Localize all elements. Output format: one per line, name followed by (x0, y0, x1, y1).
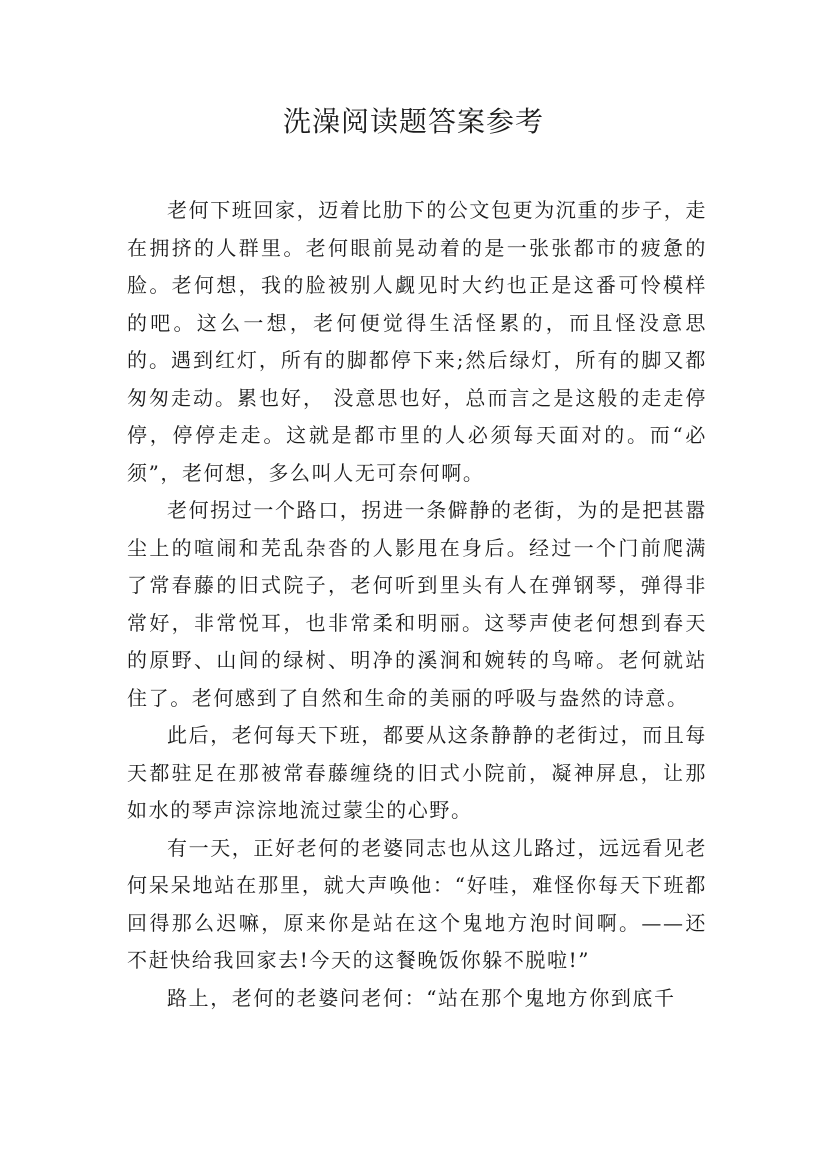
paragraph: 有一天，正好老何的老婆同志也从这儿路过，远远看见老何呆呆地站在那里，就大声唤他：“好哇，难怪你每天下班都回得那么迟嘛，原来你是站在这个鬼地方泡时间啊。——还不赶快给我回家去!今天的这餐晚饭你躲不脱啦!” (127, 835, 707, 972)
paragraph: 路上，老何的老婆问老何：“站在那个鬼地方你到底千 (167, 985, 676, 1010)
paragraph: 此后，老何每天下班，都要从这条静静的老街过，而且每天都驻足在那被常春藤缠绕的旧式小院前，凝神屏息，让那如水的琴声淙淙地流过蒙尘的心野。 (127, 723, 707, 822)
document-body (127, 192, 707, 1017)
document-title: 洗澡阅读题答案参考 (282, 105, 544, 138)
paragraph: 老何下班回家，迈着比肋下的公文包更为沉重的步子，走在拥挤的人群里。老何眼前晃动着的是一张张都市的疲惫的脸。老何想，我的脸被别人觑见时大约也正是这番可怜模样的吧。这么一想，老何便觉得生活怪累的，而且怪没意思的。遇到红灯，所有的脚都停下来;然后绿灯，所有的脚又都匆匆走动。累也好， 没意思也好，总而言之是这般的走走停停，停停走走。这就是都市里的人必须每天面对的。而“必须”，老何想，多么叫人无可奈何啊。 (127, 198, 707, 485)
paragraph: 老何拐过一个路口，拐进一条僻静的老街，为的是把甚嚣尘上的喧闹和芜乱杂沓的人影甩在身后。经过一个门前爬满了常春藤的旧式院子，老何听到里头有人在弹钢琴，弹得非常好，非常悦耳，也非常柔和明丽。这琴声使老何想到春天的原野、山间的绿树、明净的溪涧和婉转的鸟啼。老何就站住了。老何感到了自然和生命的美丽的呼吸与盎然的诗意。 (127, 498, 707, 710)
